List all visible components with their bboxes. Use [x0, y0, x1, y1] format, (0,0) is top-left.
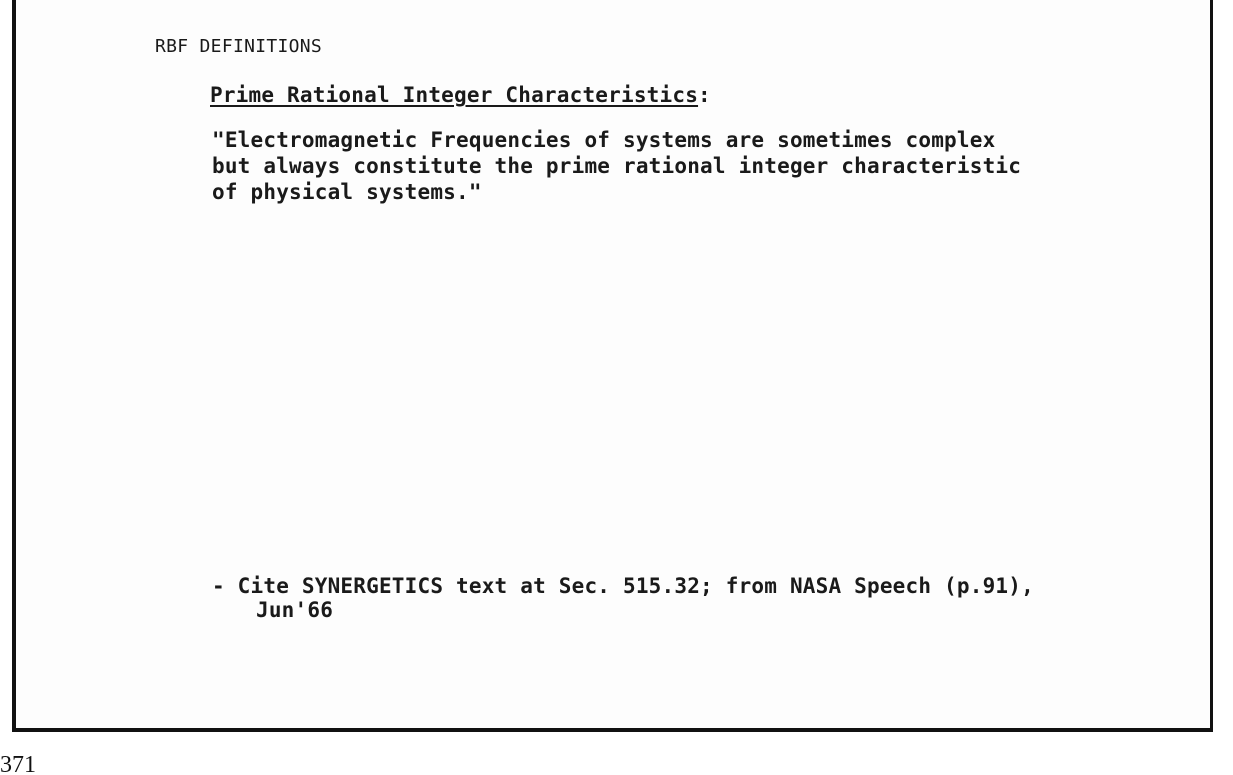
definition-quote: [212, 127, 1021, 205]
subheading-text: Prime Rational Integer Characteristics: [210, 83, 699, 107]
definition-card: [12, 0, 1213, 732]
citation-line: - Cite SYNERGETICS text at Sec. 515.32; from NASA Speech (p.91),: [212, 574, 1034, 598]
citation-date: Jun'66: [256, 598, 334, 622]
citation: [212, 574, 1034, 622]
quote-line: "Electromagnetic Frequencies of systems are sometimes complex: [212, 128, 996, 152]
definition-subheading: [210, 83, 711, 107]
quote-line: of physical systems.": [212, 180, 482, 204]
page-number: 371: [0, 752, 36, 775]
document-heading: RBF DEFINITIONS: [155, 36, 323, 57]
subheading-colon: :: [698, 83, 711, 107]
quote-line: but always constitute the prime rational integer characteristic: [212, 154, 1022, 178]
